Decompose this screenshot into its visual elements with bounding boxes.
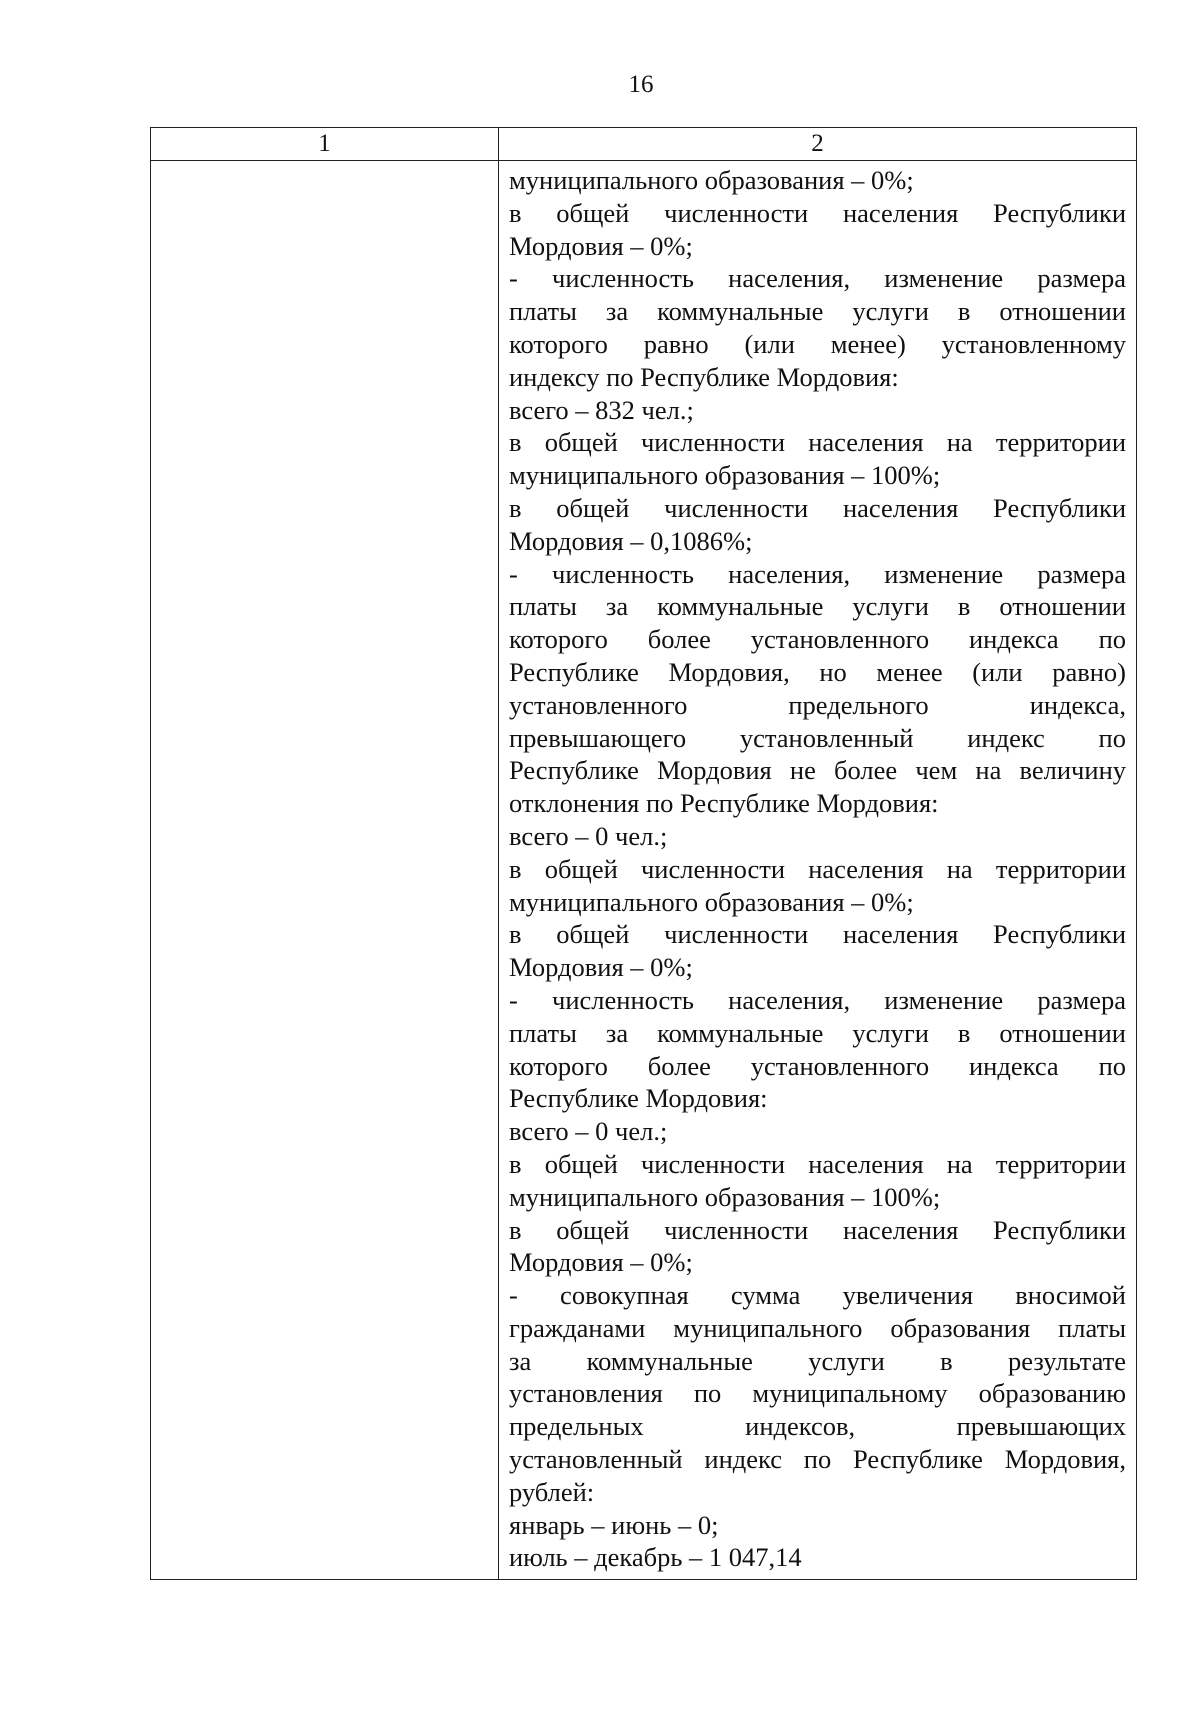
text-line: Мордовия – 0%; (509, 230, 693, 261)
text-line: платы за коммунальные услуги в отношении (509, 591, 1126, 622)
table-header-row (151, 128, 1137, 161)
text-line: муниципального образования – 100%; (509, 1181, 941, 1212)
left-cell (151, 161, 499, 1580)
text-line: гражданами муниципального образования платы (509, 1312, 1126, 1343)
text-line: индексу по Республике Мордовия: (509, 361, 899, 392)
text-line: которого равно (или менее) установленному (509, 328, 1126, 359)
column-header-1: 1 (151, 128, 499, 161)
column-header-2: 2 (499, 128, 1137, 161)
text-line: превышающего установленный индекс по (509, 722, 1126, 753)
text-line: рублей: (509, 1476, 595, 1507)
text-line: в общей численности населения на территории (509, 427, 1126, 458)
text-line: - численность населения, изменение размера (509, 558, 1126, 589)
text-line: установления по муниципальному образованию (509, 1378, 1126, 1409)
text-line: в общей численности населения Республики (509, 197, 1126, 228)
text-line: январь – июнь – 0; (509, 1509, 719, 1540)
text-line: в общей численности населения на территории (509, 1148, 1126, 1179)
text-line: всего – 0 чел.; (509, 1116, 668, 1147)
text-line: Республике Мордовия, но менее (или равно) (509, 656, 1126, 687)
text-line: муниципального образования – 100%; (509, 460, 941, 491)
text-line: июль – декабрь – 1 047,14 (509, 1542, 802, 1573)
text-line: всего – 0 чел.; (509, 820, 668, 851)
text-line: Мордовия – 0,1086%; (509, 525, 753, 556)
text-line: Республике Мордовия не более чем на величину (509, 755, 1126, 786)
text-line: предельных индексов, превышающих (509, 1411, 1126, 1442)
text-line: Мордовия – 0%; (509, 1247, 693, 1278)
text-line: которого более установленного индекса по (509, 624, 1126, 655)
text-line: установленного предельного индекса, (509, 689, 1126, 720)
text-line: за коммунальные услуги в результате (509, 1345, 1126, 1376)
text-line: Мордовия – 0%; (509, 952, 693, 983)
text-line: всего – 832 чел.; (509, 394, 694, 425)
text-line: отклонения по Республике Мордовия: (509, 788, 939, 819)
text-line: - численность населения, изменение размера (509, 263, 1126, 294)
text-line: муниципального образования – 0%; (509, 165, 914, 195)
right-cell-text (509, 164, 1126, 1574)
text-line: платы за коммунальные услуги в отношении (509, 1017, 1126, 1048)
text-line: платы за коммунальные услуги в отношении (509, 296, 1126, 327)
text-line: в общей численности населения Республики (509, 492, 1126, 523)
text-line: установленный индекс по Республике Мордовия, (509, 1444, 1126, 1475)
text-line: в общей численности населения на территории (509, 853, 1126, 884)
document-table (150, 127, 1137, 1580)
text-line: - численность населения, изменение размера (509, 984, 1126, 1015)
text-line: - совокупная сумма увеличения вносимой (509, 1280, 1126, 1311)
text-line: в общей численности населения Республики (509, 1214, 1126, 1245)
text-line: в общей численности населения Республики (509, 919, 1126, 950)
right-cell (499, 161, 1137, 1580)
text-line: муниципального образования – 0%; (509, 886, 914, 917)
text-line: которого более установленного индекса по (509, 1050, 1126, 1081)
text-line: Республике Мордовия: (509, 1083, 768, 1114)
table-row (151, 161, 1137, 1580)
page-number: 16 (628, 71, 654, 98)
